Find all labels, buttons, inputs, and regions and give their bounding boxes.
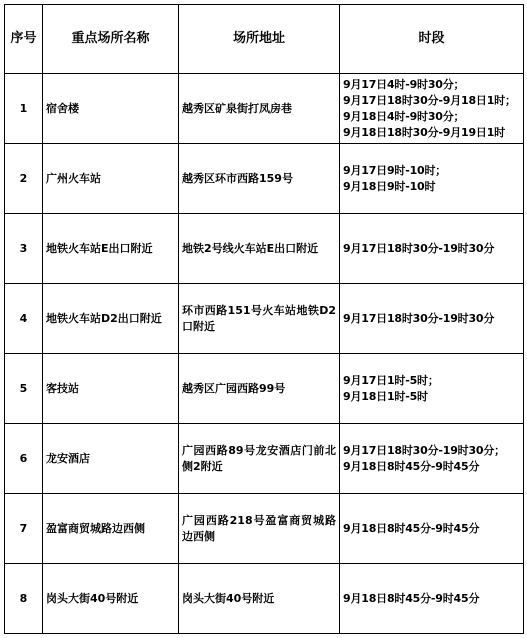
time-period: 9月17日18时30分-19时30分 bbox=[343, 241, 495, 255]
row-address: 越秀区矿泉街打凤房巷 bbox=[179, 74, 340, 144]
table-row bbox=[5, 144, 524, 214]
row-time-periods bbox=[340, 144, 524, 214]
row-location-name: 盈富商贸城路边西侧 bbox=[43, 494, 179, 564]
row-time-periods bbox=[340, 494, 524, 564]
row-address: 越秀区广园西路99号 bbox=[179, 354, 340, 424]
row-index: 7 bbox=[5, 494, 43, 564]
time-period: 9月18日18时30分-9月19日1时 bbox=[343, 125, 505, 139]
row-address: 越秀区环市西路159号 bbox=[179, 144, 340, 214]
table-row bbox=[5, 284, 524, 354]
header-address: 场所地址 bbox=[179, 5, 340, 74]
key-locations-table bbox=[4, 4, 524, 634]
table-row bbox=[5, 424, 524, 494]
time-period: 9月18日8时45分-9时45分 bbox=[343, 591, 480, 605]
row-index: 6 bbox=[5, 424, 43, 494]
row-address: 环市西路151号火车站地铁D2口附近 bbox=[179, 284, 340, 354]
row-address: 广园西路89号龙安酒店门前北侧2附近 bbox=[179, 424, 340, 494]
header-name: 重点场所名称 bbox=[43, 5, 179, 74]
row-location-name: 客技站 bbox=[43, 354, 179, 424]
row-index: 3 bbox=[5, 214, 43, 284]
table-header-row bbox=[5, 5, 524, 74]
table-row bbox=[5, 354, 524, 424]
row-index: 1 bbox=[5, 74, 43, 144]
row-index: 2 bbox=[5, 144, 43, 214]
time-period: 9月17日18时30分-19时30分； bbox=[343, 443, 505, 457]
time-period: 9月17日18时30分-9月18日1时； bbox=[343, 93, 516, 107]
time-period: 9月17日1时-5时； bbox=[343, 373, 439, 387]
time-period: 9月17日18时30分-19时30分 bbox=[343, 311, 495, 325]
row-location-name: 岗头大街40号附近 bbox=[43, 564, 179, 634]
row-index: 4 bbox=[5, 284, 43, 354]
row-address: 岗头大街40号附近 bbox=[179, 564, 340, 634]
row-location-name: 广州火车站 bbox=[43, 144, 179, 214]
row-location-name: 地铁火车站E出口附近 bbox=[43, 214, 179, 284]
time-period: 9月18日1时-5时 bbox=[343, 389, 428, 403]
row-location-name: 龙安酒店 bbox=[43, 424, 179, 494]
time-period: 9月18日9时-10时 bbox=[343, 179, 436, 193]
row-time-periods bbox=[340, 564, 524, 634]
time-period: 9月17日9时-10时； bbox=[343, 163, 447, 177]
time-period: 9月18日8时45分-9时45分 bbox=[343, 521, 480, 535]
row-location-name: 宿舍楼 bbox=[43, 74, 179, 144]
time-period: 9月18日8时45分-9时45分 bbox=[343, 459, 480, 473]
table-row bbox=[5, 564, 524, 634]
row-time-periods bbox=[340, 284, 524, 354]
time-period: 9月18日4时-9时30分； bbox=[343, 109, 465, 123]
row-time-periods bbox=[340, 354, 524, 424]
row-time-periods bbox=[340, 424, 524, 494]
table-row bbox=[5, 494, 524, 564]
row-time-periods bbox=[340, 214, 524, 284]
row-location-name: 地铁火车站D2出口附近 bbox=[43, 284, 179, 354]
time-period: 9月17日4时-9时30分； bbox=[343, 77, 465, 91]
header-index: 序号 bbox=[5, 5, 43, 74]
row-address: 广园西路218号盈富商贸城路边西侧 bbox=[179, 494, 340, 564]
table-row bbox=[5, 214, 524, 284]
row-time-periods bbox=[340, 74, 524, 144]
row-index: 8 bbox=[5, 564, 43, 634]
header-time: 时段 bbox=[340, 5, 524, 74]
table-row bbox=[5, 74, 524, 144]
row-index: 5 bbox=[5, 354, 43, 424]
row-address: 地铁2号线火车站E出口附近 bbox=[179, 214, 340, 284]
